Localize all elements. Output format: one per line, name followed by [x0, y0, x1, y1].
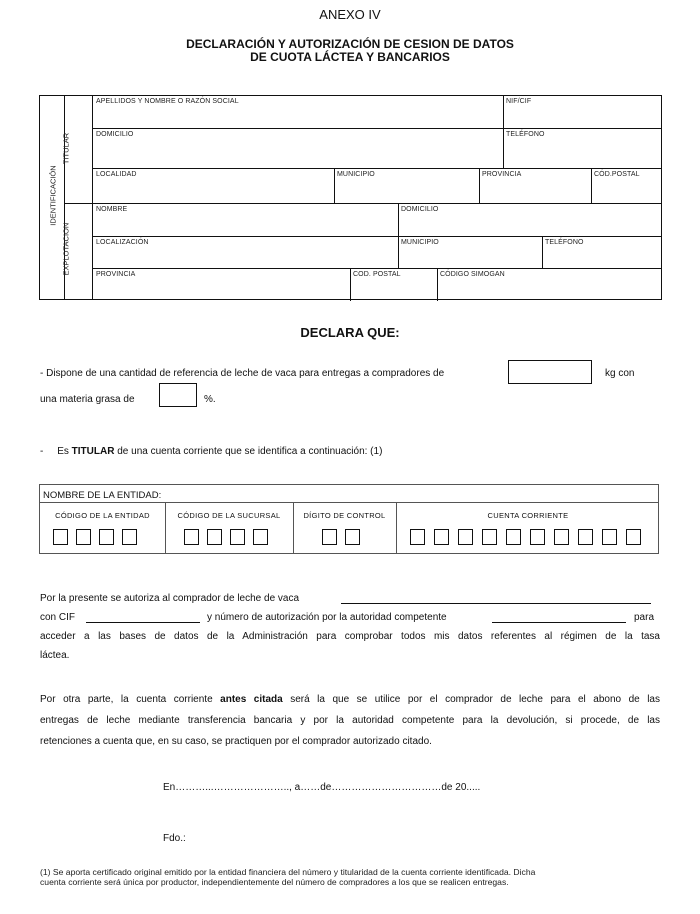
municipio-expl-field-label: MUNICIPIO — [401, 239, 439, 246]
cif-blank[interactable] — [86, 622, 200, 623]
annex-heading: ANEXO IV — [319, 7, 381, 22]
divider — [64, 203, 661, 204]
account-usage-line-3: retenciones a cuenta que, en su caso, se practiquen por el comprador autorizado citado. — [40, 736, 432, 747]
quota-unit-label: kg con — [605, 368, 635, 379]
cuenta-digit-box[interactable] — [506, 529, 521, 545]
nombre-field-label: NOMBRE — [96, 206, 128, 213]
sucursal-digit-box[interactable] — [230, 529, 245, 545]
cuenta-digit-box[interactable] — [530, 529, 545, 545]
divider — [165, 502, 166, 553]
identificacion-label: IDENTIFICACIÓN — [48, 165, 58, 226]
declara-heading: DECLARA QUE: — [300, 325, 400, 340]
divider — [92, 128, 661, 129]
quota-statement: - Dispone de una cantidad de referencia de leche de vaca para entregas a compradores de — [40, 368, 445, 379]
titular-suffix: de una cuenta corriente que se identifica a continuación: (1) — [114, 446, 383, 457]
divider — [396, 502, 397, 553]
authorization-number-label: y número de autorización por la autoridad competente — [207, 612, 447, 623]
divider — [92, 168, 661, 169]
apellidos-field-label: APELLIDOS Y NOMBRE O RAZÓN SOCIAL — [96, 98, 239, 105]
titular-label: TITULAR — [61, 132, 71, 165]
account-usage-line-1 — [40, 693, 660, 707]
cod-postal-field-label: CÓD.POSTAL — [594, 171, 640, 178]
titular-statement — [40, 445, 382, 459]
divider — [350, 268, 351, 301]
fat-statement: una materia grasa de — [40, 394, 135, 405]
cuenta-digit-box[interactable] — [410, 529, 425, 545]
sucursal-digit-box[interactable] — [253, 529, 268, 545]
col-digito-label: DÍGITO DE CONTROL — [303, 511, 386, 520]
entidad-digit-box[interactable] — [53, 529, 68, 545]
footnote — [40, 867, 660, 887]
municipio-field-label: MUNICIPIO — [337, 171, 375, 178]
cod-postal-expl-field-label: COD. POSTAL — [353, 271, 401, 278]
place-date-line[interactable]: En………...………………….., a……de……………………………de 20..... — [163, 782, 481, 793]
divider — [398, 203, 399, 268]
col-entidad-label: CÓDIGO DE LA ENTIDAD — [55, 511, 150, 520]
divider — [40, 502, 658, 503]
explotacion-label: EXPLOTACION — [61, 222, 71, 276]
control-digit-box[interactable] — [322, 529, 337, 545]
entidad-digit-box[interactable] — [99, 529, 114, 545]
cuenta-digit-box[interactable] — [554, 529, 569, 545]
sucursal-digit-box[interactable] — [184, 529, 199, 545]
control-digit-box[interactable] — [345, 529, 360, 545]
domicilio-field-label: DOMICILIO — [96, 131, 134, 138]
cuenta-digit-box[interactable] — [602, 529, 617, 545]
authorization-line-3: acceder a las bases de datos de la Administración para comprobar todos mis datos referentes al régimen de la tasa — [40, 631, 660, 642]
authorization-cif-label: con CIF — [40, 612, 76, 623]
account-usage-suffix: será la que se utilice por el comprador de leche para el abono de las — [282, 694, 660, 705]
fat-unit-label: %. — [204, 394, 216, 405]
divider — [542, 236, 543, 268]
bank-account-table — [39, 484, 659, 554]
cuenta-digit-box[interactable] — [482, 529, 497, 545]
codigo-simogan-field-label: CÓDIGO SIMOGAN — [440, 271, 505, 278]
authorization-para-word: para — [634, 612, 655, 623]
titular-prefix: - Es — [40, 446, 72, 457]
title-line-1: DECLARACIÓN Y AUTORIZACIÓN DE CESION DE DATOS — [186, 37, 514, 51]
buyer-name-blank[interactable] — [341, 603, 651, 604]
footnote-line-1: (1) Se aporta certificado original emitido por la entidad financiera del número y titularidad de la cuenta corriente identificada. Dicha — [40, 867, 536, 877]
fat-percent-input[interactable] — [159, 383, 197, 407]
quota-kg-input[interactable] — [508, 360, 592, 384]
divider — [503, 96, 504, 168]
signature-label: Fdo.: — [163, 833, 186, 844]
localizacion-field-label: LOCALIZACIÓN — [96, 239, 149, 246]
localidad-field-label: LOCALIDAD — [96, 171, 137, 178]
account-usage-bold: antes citada — [220, 694, 283, 705]
divider — [92, 268, 661, 269]
divider — [591, 168, 592, 203]
title-line-2: DE CUOTA LÁCTEA Y BANCARIOS — [250, 50, 450, 64]
telefono-expl-field-label: TELÉFONO — [545, 239, 584, 246]
authorization-line-1: Por la presente se autoriza al comprador de leche de vaca — [40, 593, 300, 604]
cuenta-digit-box[interactable] — [626, 529, 641, 545]
col-cuenta-label: CUENTA CORRIENTE — [487, 511, 569, 520]
divider — [334, 168, 335, 203]
nif-field-label: NIF/CIF — [506, 98, 532, 105]
cuenta-digit-box[interactable] — [458, 529, 473, 545]
document-title — [0, 38, 700, 64]
cuenta-digit-box[interactable] — [434, 529, 449, 545]
domicilio-expl-field-label: DOMICILIO — [401, 206, 439, 213]
divider — [92, 236, 661, 237]
divider — [293, 502, 294, 553]
divider — [479, 168, 480, 203]
provincia-field-label: PROVINCIA — [482, 171, 522, 178]
identification-table — [39, 95, 662, 300]
provincia-expl-field-label: PROVINCIA — [96, 271, 136, 278]
col-sucursal-label: CÓDIGO DE LA SUCURSAL — [177, 511, 281, 520]
entidad-digit-box[interactable] — [122, 529, 137, 545]
divider — [437, 268, 438, 301]
authorization-number-blank[interactable] — [492, 622, 626, 623]
authorization-line-4: láctea. — [40, 650, 70, 661]
cuenta-digit-box[interactable] — [578, 529, 593, 545]
account-usage-line-2: entregas de leche mediante transferencia bancaria y por la autoridad competente para la devolución, si procede, de las — [40, 715, 660, 726]
entidad-digit-box[interactable] — [76, 529, 91, 545]
footnote-line-2: cuenta corriente será única por productor, independientemente del número de compradores a los que se realicen entregas. — [40, 877, 509, 887]
titular-bold: TITULAR — [71, 446, 115, 457]
entity-name-label: NOMBRE DE LA ENTIDAD: — [43, 490, 162, 501]
account-usage-prefix: Por otra parte, la cuenta corriente — [40, 694, 221, 705]
telefono-field-label: TELÉFONO — [506, 131, 545, 138]
sucursal-digit-box[interactable] — [207, 529, 222, 545]
